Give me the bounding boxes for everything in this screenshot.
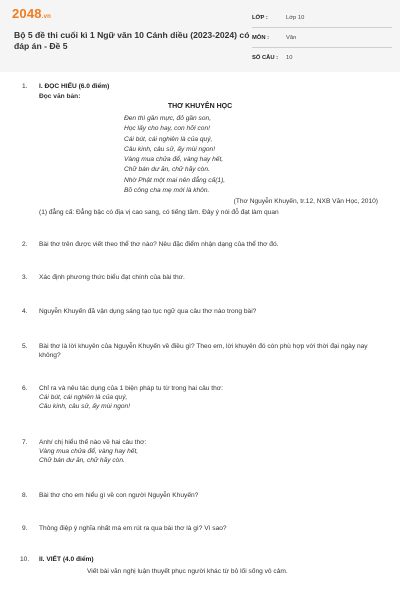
question-number: 10. bbox=[20, 556, 30, 563]
question-text-block bbox=[39, 438, 384, 465]
meta-label: LỚP : bbox=[252, 15, 268, 21]
logo-tld: .vn bbox=[41, 14, 52, 20]
question-text: Bài thơ trên được viết theo thể thơ nào? Nêu đặc điểm nhận dạng của thể thơ đó. bbox=[39, 241, 279, 248]
meta-row-grade bbox=[252, 8, 392, 28]
poem-line: Đen thì gần mực, đỏ gần son, bbox=[124, 115, 212, 122]
meta-label: SỐ CÂU : bbox=[252, 55, 279, 61]
poem bbox=[124, 114, 344, 196]
question-text: Bài thơ là lời khuyên của Nguyễn Khuyến về điều gì? Theo em, lời khuyên đó còn phù hợp với thời đại ngày nay không? bbox=[39, 343, 368, 359]
exam-meta bbox=[252, 8, 392, 67]
question-number: 1. bbox=[22, 83, 28, 90]
quoted-verse: Chữ bán dư ăn, chữ hãy còn. bbox=[39, 457, 125, 464]
question-text: Anh/ chị hiểu thế nào về hai câu thơ: bbox=[39, 439, 147, 446]
meta-row-question-count bbox=[252, 48, 392, 67]
section-heading: II. VIẾT (4.0 điểm) bbox=[39, 556, 94, 563]
question-number: 3. bbox=[22, 274, 28, 281]
quoted-verse: Vàng mua chửa để, vàng hay hết, bbox=[39, 448, 139, 455]
question-number: 8. bbox=[22, 492, 28, 499]
question-number: 4. bbox=[22, 308, 28, 315]
poem-title: THƠ KHUYÊN HỌC bbox=[167, 103, 233, 110]
question-number: 2. bbox=[22, 241, 28, 248]
poem-footnote: (1) đẳng cấ: Đẳng bậc có địa vị cao sang, có tiếng tăm. Đây ý nói đỗ đạt làm quan bbox=[39, 209, 279, 216]
header bbox=[0, 0, 400, 72]
question-text: Xác định phương thức biểu đạt chính của bài thơ. bbox=[39, 274, 185, 281]
meta-value: Văn bbox=[286, 35, 297, 41]
poem-line: Bõ công cha mẹ mới là khôn. bbox=[124, 187, 210, 195]
writing-prompt-text: Viết bài văn nghị luận thuyết phục người khác từ bỏ lối sống vô cảm. bbox=[87, 568, 288, 575]
poem-line: Học lấy cho hay, con hỡi con! bbox=[124, 125, 210, 133]
poem-line: Vàng mua chửa để, vàng hay hết, bbox=[124, 156, 224, 164]
poem-source: (Thơ Nguyễn Khuyến, tr.12, NXB Văn Học, 2010) bbox=[233, 198, 378, 205]
question-text: Nguyễn Khuyến đã vận dụng sáng tạo tục ngữ qua câu thơ nào trong bài? bbox=[39, 308, 257, 315]
poem-line: Chữ bán dư ăn, chữ hãy còn. bbox=[124, 166, 210, 174]
question-text: Bài thơ cho em hiểu gì về con người Nguyễn Khuyến? bbox=[39, 492, 199, 499]
quoted-verse: Câu kinh, câu sử, ấy mùi ngon! bbox=[39, 403, 131, 410]
question-text: Chỉ ra và nêu tác dụng của 1 biện pháp tu từ trong hai câu thơ: bbox=[39, 385, 223, 392]
question-text-block bbox=[39, 384, 384, 411]
meta-value: 10 bbox=[286, 55, 293, 61]
site-logo[interactable] bbox=[12, 6, 51, 21]
question-number: 7. bbox=[22, 439, 28, 446]
meta-row-subject bbox=[252, 28, 392, 48]
question-number: 6. bbox=[22, 385, 28, 392]
poem-line: Nhờ Phật một mai nên đẳng cấ(1), bbox=[124, 176, 226, 184]
quoted-verse: Cái bút, cái nghiên là của quý, bbox=[39, 394, 128, 401]
logo-main: 2048 bbox=[12, 6, 42, 21]
section-heading: I. ĐỌC HIỂU (6.0 điểm) bbox=[39, 83, 110, 90]
meta-value: Lớp 10 bbox=[286, 15, 305, 21]
reading-intro-text: Đọc văn bản: bbox=[39, 93, 81, 100]
poem-line: Cái bút, cái nghiên là của quý, bbox=[124, 135, 213, 143]
meta-label: MÔN : bbox=[252, 35, 270, 41]
document-title: Bộ 5 đề thi cuối kì 1 Ngữ văn 10 Cánh diều (2023-2024) có đáp án - Đề 5 bbox=[14, 30, 250, 51]
question-number: 9. bbox=[22, 525, 28, 532]
question-number: 5. bbox=[22, 343, 28, 350]
poem-line: Câu kinh, câu sử, ấy mùi ngon! bbox=[124, 145, 216, 153]
question-text: Thông điệp ý nghĩa nhất mà em rút ra qua bài thơ là gì? Vì sao? bbox=[39, 525, 227, 532]
exam-content bbox=[0, 72, 400, 600]
